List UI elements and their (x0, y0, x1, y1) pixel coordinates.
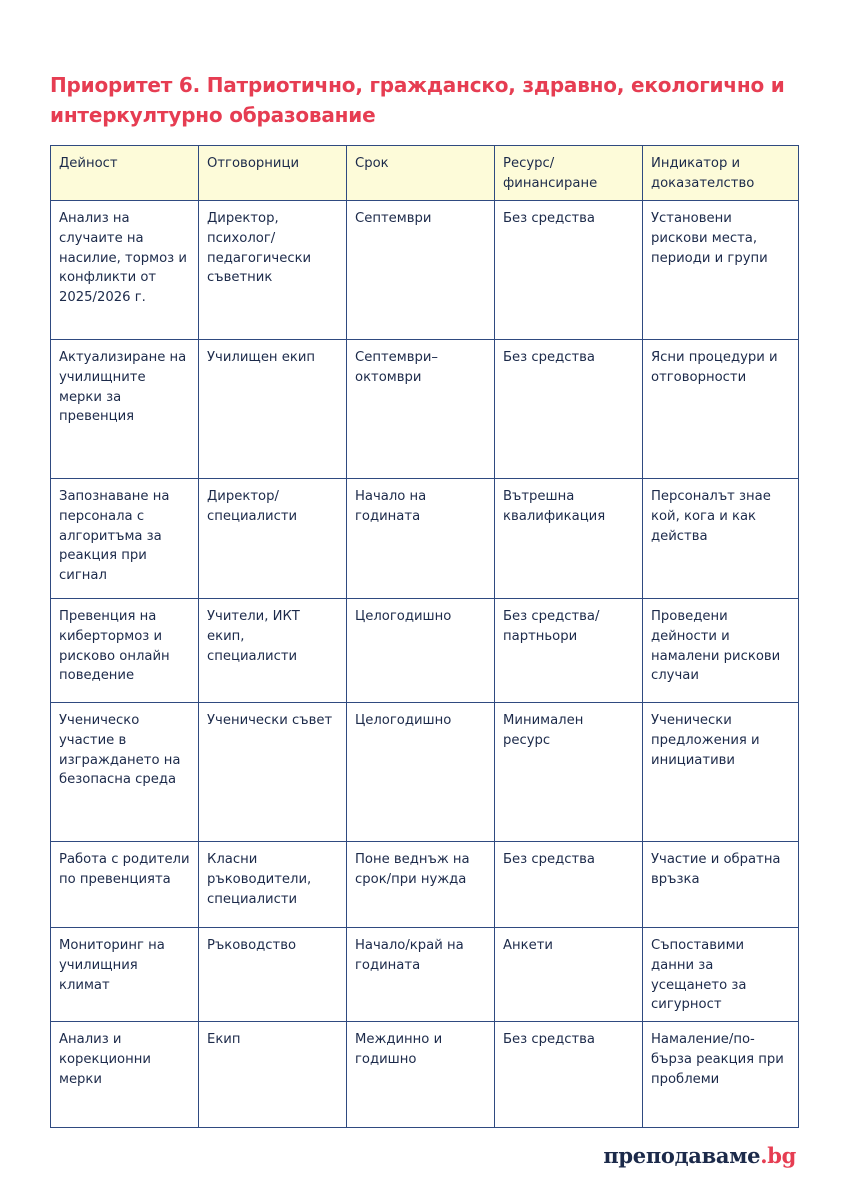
site-logo (603, 1143, 796, 1168)
table-row (51, 703, 799, 842)
cell-indicator: Установени рискови места, периоди и групи (643, 201, 799, 340)
cell-responsible: Ръководство (199, 928, 347, 1022)
cell-deadline: Начало/край на годината (347, 928, 495, 1022)
cell-indicator: Съпоставими данни за усещането за сигурност (643, 928, 799, 1022)
table-row (51, 479, 799, 599)
priority-table (50, 145, 799, 1128)
cell-responsible: Училищен екип (199, 340, 347, 479)
column-header-indicator: Индикатор и доказателство (643, 146, 799, 201)
cell-deadline: Целогодишно (347, 599, 495, 703)
cell-resource: Без средства/ партньори (495, 599, 643, 703)
table-row (51, 201, 799, 340)
column-header-activity: Дейност (51, 146, 199, 201)
cell-resource: Без средства (495, 1022, 643, 1128)
cell-activity: Актуализиране на училищните мерки за превенция (51, 340, 199, 479)
cell-resource: Без средства (495, 201, 643, 340)
cell-activity: Запознаване на персонала с алгоритъма за реакция при сигнал (51, 479, 199, 599)
cell-indicator: Персоналът знае кой, кога и как действа (643, 479, 799, 599)
cell-deadline: Септември–октомври (347, 340, 495, 479)
table-header-row (51, 146, 799, 201)
cell-indicator: Участие и обратна връзка (643, 842, 799, 928)
cell-indicator: Ясни процедури и отговорности (643, 340, 799, 479)
cell-resource: Без средства (495, 842, 643, 928)
cell-resource: Анкети (495, 928, 643, 1022)
table-row (51, 599, 799, 703)
cell-deadline: Междинно и годишно (347, 1022, 495, 1128)
cell-activity: Ученическо участие в изграждането на безопасна среда (51, 703, 199, 842)
cell-indicator: Намаление/по-бърза реакция при проблеми (643, 1022, 799, 1128)
cell-deadline: Поне веднъж на срок/при нужда (347, 842, 495, 928)
cell-deadline: Целогодишно (347, 703, 495, 842)
table-row (51, 340, 799, 479)
cell-activity: Работа с родители по превенцията (51, 842, 199, 928)
cell-activity: Превенция на кибертормоз и рисково онлайн поведение (51, 599, 199, 703)
table-row (51, 842, 799, 928)
table-row (51, 928, 799, 1022)
cell-responsible: Ученически съвет (199, 703, 347, 842)
cell-deadline: Начало на годината (347, 479, 495, 599)
cell-indicator: Проведени дейности и намалени рискови случаи (643, 599, 799, 703)
logo-tld: .bg (760, 1143, 796, 1168)
cell-activity: Анализ и корекционни мерки (51, 1022, 199, 1128)
cell-indicator: Ученически предложения и инициативи (643, 703, 799, 842)
cell-resource: Вътрешна квалификация (495, 479, 643, 599)
table-row (51, 1022, 799, 1128)
cell-responsible: Класни ръководители, специалисти (199, 842, 347, 928)
cell-responsible: Екип (199, 1022, 347, 1128)
column-header-deadline: Срок (347, 146, 495, 201)
logo-name: преподаваме (603, 1143, 761, 1168)
cell-resource: Без средства (495, 340, 643, 479)
column-header-responsible: Отговорници (199, 146, 347, 201)
cell-responsible: Директор/ специалисти (199, 479, 347, 599)
column-header-resource: Ресурс/ финансиране (495, 146, 643, 201)
cell-responsible: Учители, ИКТ екип, специалисти (199, 599, 347, 703)
page-title: Приоритет 6. Патриотично, гражданско, здравно, екологично и интеркултурно образование (50, 73, 785, 127)
cell-responsible: Директор, психолог/ педагогически съветник (199, 201, 347, 340)
cell-resource: Минимален ресурс (495, 703, 643, 842)
cell-activity: Анализ на случаите на насилие, тормоз и конфликти от 2025/2026 г. (51, 201, 199, 340)
cell-deadline: Септември (347, 201, 495, 340)
cell-activity: Мониторинг на училищния климат (51, 928, 199, 1022)
